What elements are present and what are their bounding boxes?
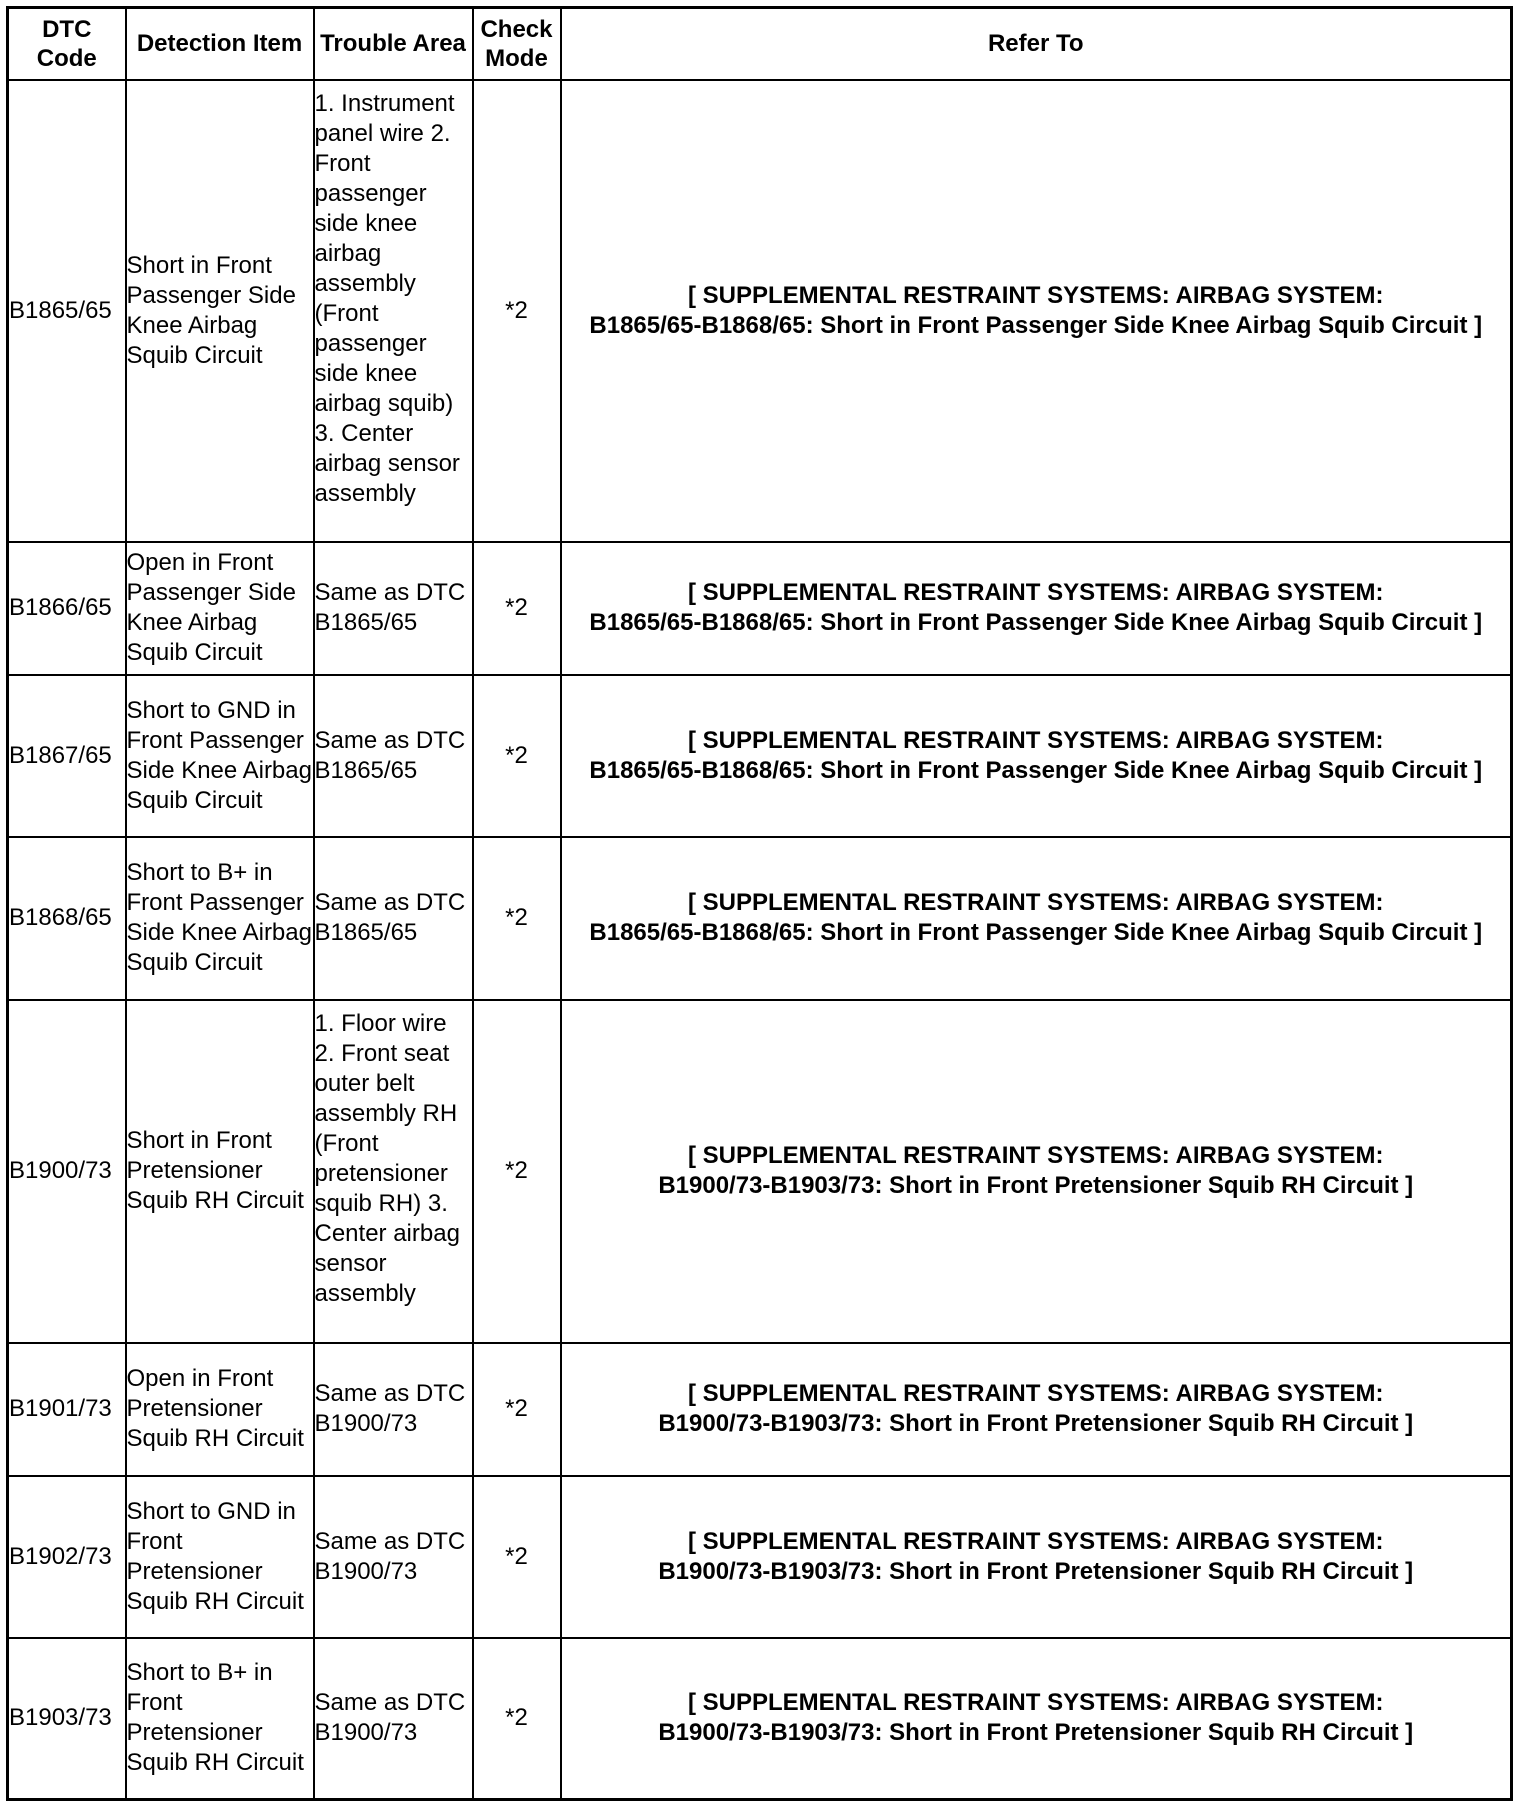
dtc-code-cell: B1868/65 (8, 837, 126, 1000)
trouble-area-cell: 1. Floor wire 2. Front seat outer belt assembly RH (Front pretensioner squib RH) 3. Center airbag sensor assembly (314, 1000, 473, 1343)
trouble-area-cell: Same as DTC B1865/65 (314, 542, 473, 675)
refer-to-cell[interactable] (561, 1476, 1512, 1638)
trouble-area-cell: Same as DTC B1865/65 (314, 675, 473, 837)
table-row (8, 1476, 1512, 1638)
dtc-code-cell: B1900/73 (8, 1000, 126, 1343)
refer-to-cell[interactable] (561, 1343, 1512, 1476)
detection-item-cell: Short in Front Passenger Side Knee Airbag Squib Circuit (126, 80, 314, 542)
refer-to-line-1: [ SUPPLEMENTAL RESTRAINT SYSTEMS: AIRBAG SYSTEM: (687, 1527, 1384, 1555)
dtc-code-cell: B1867/65 (8, 675, 126, 837)
header-dtc-code: DTC Code (8, 8, 126, 80)
refer-to-line-1: [ SUPPLEMENTAL RESTRAINT SYSTEMS: AIRBAG SYSTEM: (687, 579, 1384, 606)
check-mode-cell: *2 (473, 837, 561, 1000)
dtc-code-cell: B1866/65 (8, 542, 126, 675)
check-mode-cell: *2 (473, 542, 561, 675)
refer-to-cell[interactable] (561, 1000, 1512, 1343)
check-mode-cell: *2 (473, 80, 561, 542)
table-row (8, 1000, 1512, 1343)
refer-to-line-1: [ SUPPLEMENTAL RESTRAINT SYSTEMS: AIRBAG SYSTEM: (687, 281, 1384, 309)
dtc-table (6, 6, 1513, 1801)
check-mode-cell: *2 (473, 675, 561, 837)
detection-item-cell: Short to GND in Front Pretensioner Squib RH Circuit (126, 1476, 314, 1638)
detection-item-cell: Open in Front Passenger Side Knee Airbag Squib Circuit (126, 542, 314, 675)
header-detection-item: Detection Item (126, 8, 314, 80)
check-mode-cell: *2 (473, 1000, 561, 1343)
dtc-code-cell: B1865/65 (8, 80, 126, 542)
trouble-area-cell: Same as DTC B1900/73 (314, 1343, 473, 1476)
refer-to-line-2: B1900/73-B1903/73: Short in Front Pretensioner Squib RH Circuit ] (658, 1172, 1414, 1199)
detection-item-cell: Short to B+ in Front Passenger Side Knee Airbag Squib Circuit (126, 837, 314, 1000)
refer-to-line-2: B1865/65-B1868/65: Short in Front Passenger Side Knee Airbag Squib Circuit ] (589, 609, 1483, 636)
detection-item-cell: Short to B+ in Front Pretensioner Squib RH Circuit (126, 1638, 314, 1800)
refer-to-line-2: B1900/73-B1903/73: Short in Front Pretensioner Squib RH Circuit ] (658, 1719, 1414, 1747)
table-row (8, 80, 1512, 542)
check-mode-cell: *2 (473, 1476, 561, 1638)
dtc-code-cell: B1901/73 (8, 1343, 126, 1476)
check-mode-cell: *2 (473, 1638, 561, 1800)
table-row (8, 675, 1512, 837)
trouble-area-cell: Same as DTC B1865/65 (314, 837, 473, 1000)
refer-to-cell[interactable] (561, 675, 1512, 837)
refer-to-cell[interactable] (561, 1638, 1512, 1800)
refer-to-cell[interactable] (561, 542, 1512, 675)
refer-to-line-1: [ SUPPLEMENTAL RESTRAINT SYSTEMS: AIRBAG SYSTEM: (687, 726, 1384, 754)
dtc-code-cell: B1903/73 (8, 1638, 126, 1800)
trouble-area-cell: 1. Instrument panel wire 2. Front passenger side knee airbag assembly (Front passenger side knee airbag squib) 3. Center airbag sensor assembly (314, 80, 473, 542)
table-row (8, 542, 1512, 675)
refer-to-line-1: [ SUPPLEMENTAL RESTRAINT SYSTEMS: AIRBAG SYSTEM: (687, 1380, 1384, 1407)
header-refer-to: Refer To (561, 8, 1512, 80)
refer-to-line-1: [ SUPPLEMENTAL RESTRAINT SYSTEMS: AIRBAG SYSTEM: (687, 1142, 1384, 1169)
table-row (8, 1638, 1512, 1800)
refer-to-line-2: B1865/65-B1868/65: Short in Front Passenger Side Knee Airbag Squib Circuit ] (589, 311, 1483, 339)
detection-item-cell: Short in Front Pretensioner Squib RH Circuit (126, 1000, 314, 1343)
detection-item-cell: Open in Front Pretensioner Squib RH Circuit (126, 1343, 314, 1476)
trouble-area-cell: Same as DTC B1900/73 (314, 1638, 473, 1800)
trouble-area-cell: Same as DTC B1900/73 (314, 1476, 473, 1638)
table-row (8, 837, 1512, 1000)
header-check-mode: Check Mode (473, 8, 561, 80)
dtc-code-cell: B1902/73 (8, 1476, 126, 1638)
refer-to-line-2: B1865/65-B1868/65: Short in Front Passenger Side Knee Airbag Squib Circuit ] (589, 756, 1483, 784)
refer-to-line-2: B1865/65-B1868/65: Short in Front Passenger Side Knee Airbag Squib Circuit ] (589, 919, 1483, 946)
detection-item-cell: Short to GND in Front Passenger Side Knee Airbag Squib Circuit (126, 675, 314, 837)
table-row (8, 1343, 1512, 1476)
refer-to-line-1: [ SUPPLEMENTAL RESTRAINT SYSTEMS: AIRBAG SYSTEM: (687, 889, 1384, 916)
refer-to-line-1: [ SUPPLEMENTAL RESTRAINT SYSTEMS: AIRBAG SYSTEM: (687, 1689, 1384, 1717)
refer-to-line-2: B1900/73-B1903/73: Short in Front Pretensioner Squib RH Circuit ] (658, 1410, 1414, 1437)
refer-to-cell[interactable] (561, 837, 1512, 1000)
header-trouble-area: Trouble Area (314, 8, 473, 80)
header-row (8, 8, 1512, 80)
refer-to-cell[interactable] (561, 80, 1512, 542)
check-mode-cell: *2 (473, 1343, 561, 1476)
refer-to-line-2: B1900/73-B1903/73: Short in Front Pretensioner Squib RH Circuit ] (658, 1557, 1414, 1585)
